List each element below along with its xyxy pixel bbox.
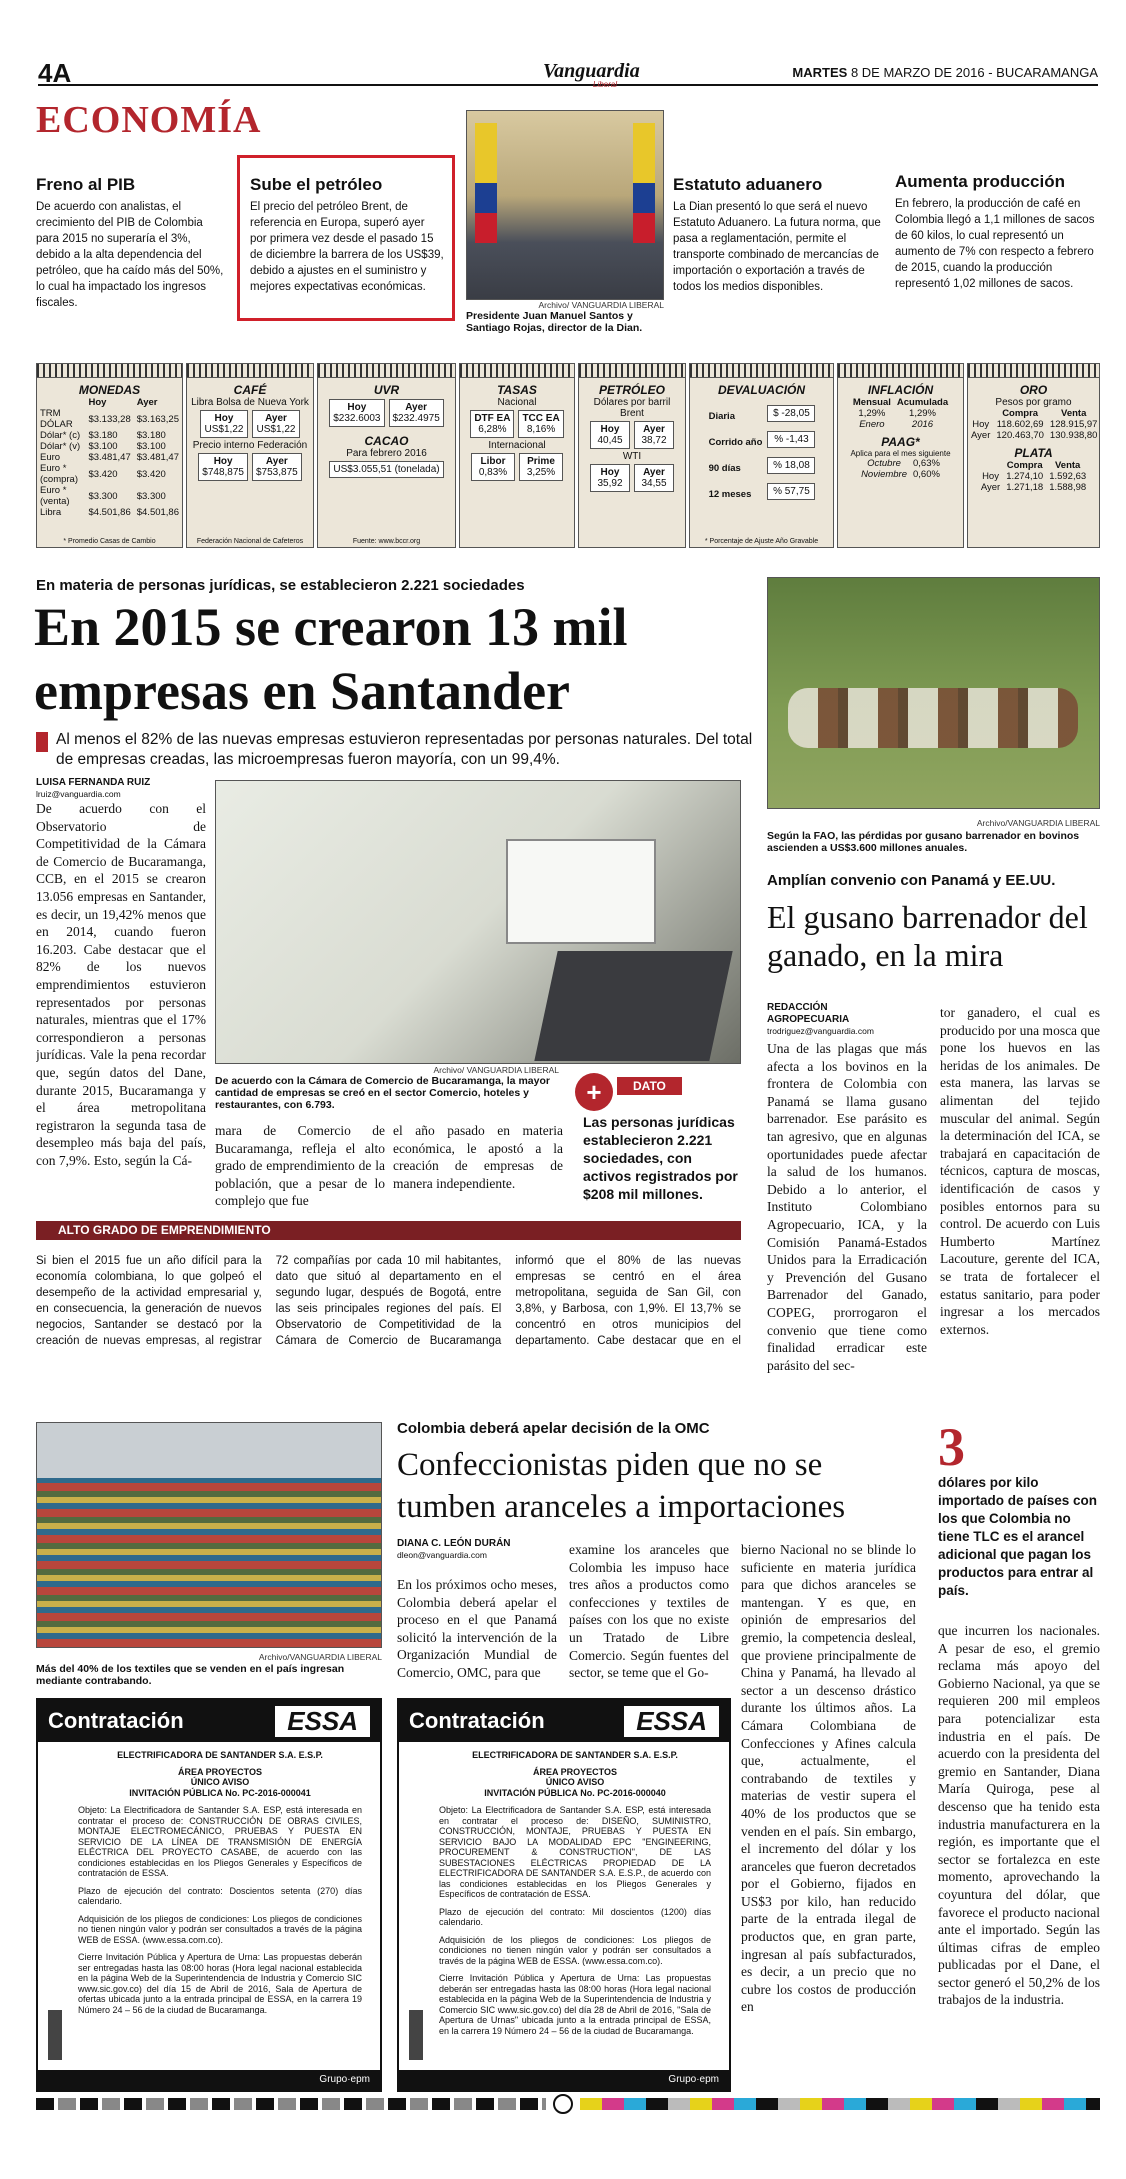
gusano-col1: Una de las plagas que más afecta a los bovinos en la frontera de Colombia con Panamá se llama gusano barrenador. Ese parásito es tan agresivo, que en algunas oportunidades puede afectar la salud de los humanos. Debido a lo anterior, el Instituto Colombiano Agropecuario, ICA, y la Comisión Panamá-Estados Unidos para la Erradicación y Prevención del Gusano Barrenador del Ganado, COPEG, prorrogaron el convenio que tiene como finalidad erradicar este parásito del sec- — [767, 1041, 927, 1373]
port-photo-caption: Más del 40% de los textiles que se venden en el país ingresan mediante contrabando. — [36, 1663, 345, 1687]
masthead-sub: Liberal — [593, 80, 618, 89]
subhead-bar: ALTO GRADO DE EMPRENDIMIENTO — [36, 1221, 741, 1240]
dian-photo-caption: Presidente Juan Manuel Santos y Santiago Rojas, director de la Dian. — [466, 310, 643, 334]
brief-body: En febrero, la producción de café en Colombia llegó a 1,1 millones de sacos de 60 kilos, lo cual representó un aumento de 7% con respecto a febrero de 2015, cuando la producción representó 1,02 millones de sacos. — [895, 198, 1095, 290]
page-number: 4A — [38, 58, 72, 88]
indicator-inflacion: INFLACIÓN Mensual Acumulada 1,29% 1,29% Enero 2016 PAAG* Aplica para el mes siguiente Octubre 0,63% Noviembre 0,60% — [837, 363, 964, 548]
brief-title: Aumenta producción — [895, 172, 1066, 191]
gusano-headline: El gusano barrenador del ganado, en la mira — [767, 899, 1088, 973]
indicator-cafe: CAFÉ Libra Bolsa de Nueva York Hoy US$1,22Ayer US$1,22 Precio interno Federación Hoy $748,875Ayer $753,875 Federación Nacional de Cafeteros — [186, 363, 314, 548]
brief-title: Freno al PIB — [36, 175, 136, 194]
brief-4 — [895, 172, 1100, 292]
main-col3: el año pasado en materia económica, le apostó a la creación de empresas de manera independiente. — [393, 1123, 563, 1191]
main-col2: mara de Comercio de Bucaramanga, refleja el alto grado de emprendimiento de la población, que a pesar de lo complejo que fue — [215, 1123, 385, 1209]
confe-col3: bierno Nacional no se blinde lo suficiente en materia jurídica para que dichos aranceles se mantengan. Y es que, en opinión de empresarios del gremio, la competencia desleal, que proviene principalmente de China y Panamá, ha llevado al sector a un descenso drástico durante los últimos años. La Cámara Colombiana de Confecciones y Afines calcula que, actualmente, el contrabando de textiles y materias de vestir supera el 40% de los productos que se venden en el país. Sin embargo, el incremento del dólar y los aranceles que fueron decretados por el Gobierno, fijados en US$3 por kilo, han reducido parte de la entrada ilegal de productos que, en gran parte, ingresan al país subfacturados, es decir, a un precio que no cubre los costos de producción en — [741, 1542, 916, 2015]
dian-photo — [466, 110, 664, 300]
gusano-col2: tor ganadero, el cual es producido por una mosca que pone los huevos en las heridas de los animales. De esta manera, las larvas se alimentan del tejido muscular del animal. Según la determinación del ICA, se trabajará en capacitación de técnicos, captura de moscas, identificación de casos y posibles entornos para su control. De acuerdo con Luis Humberto Martínez Lacouture, gerente del ICA, se trata de fortalecer el estatus sanitario, para poder ingresar a los mercados externos. — [940, 1005, 1100, 1337]
gusano-kicker: Amplían convenio con Panamá y EE.UU. — [767, 872, 1056, 889]
fact-number: 3 — [938, 1417, 965, 1477]
indicator-oro: ORO Pesos por gramo Compra Venta Hoy 118.602,69 128.915,97 Ayer 120.463,70 130.938,80 PLATA Compra Venta Hoy 1.274,10 1.592,63 Ayer 1.271,18 1.588,98 — [967, 363, 1100, 548]
brief-title: Sube el petróleo — [250, 175, 383, 194]
masthead: Vanguardia — [543, 60, 640, 82]
header-date: MARTES 8 DE MARZO DE 2016 - BUCARAMANGA — [792, 65, 1098, 80]
flag-right — [633, 123, 655, 243]
dian-photo-credit: Archivo/ VANGUARDIA LIBERAL — [538, 300, 664, 310]
brief-1 — [36, 175, 224, 311]
port-photo — [36, 1422, 382, 1648]
brief-2-highlight — [237, 155, 455, 321]
side-logo — [48, 2010, 62, 2060]
section-title: ECONOMÍA — [36, 99, 262, 141]
essa-ad-2: Contratación ESSA ELECTRIFICADORA DE SANTANDER S.A. E.S.P. ÁREA PROYECTOS ÚNICO AVISO INVITACIÓN PÚBLICA No. PC-2016-000040 Objeto: La Electrificadora de Santander S.A. ESP, está interesada en contratar el proceso de: DISEÑO, SUMINISTRO, CONSTRUCCIÓN, MONTAJE, PRUEBAS Y PUESTA EN SERVICIO BAJO LA MODALIDAD EPC "ENGINEERING, PROCUREMENT & CONSTRUCTION", DE LAS SUBESTACIONES ELÉCTRICAS PROPIEDAD DE LA ELECTRIFICADORA DE SANTANDER S.A. E.S.P., de acuerdo con las condiciones establecidas en los Pliegos Generales y Específicos de contratación de ESSA. Plazo de ejecución del contrato: Mil doscientos (1200) días calendario. Adquisición de los pliegos de condiciones: Los pliegos de condiciones no tienen ningún valor y podrán ser consultados a través de la página WEB de ESSA. (www.essa.com.co). Cierre Invitación Pública y Apertura de Urna: Las propuestas deberán ser entregadas hasta las 08:00 horas (Hora legal nacional establecida en la página Web de la Superintendencia de Industria y Comercio SIC www.sic.gov.co) del día 28 de Abril de 2016, "Sala de Apertura de Urnas" ubicada junto a la entrada principal de ESSA, en la carrera 19 Número 24 – 56 de la ciudad de Bucaramanga. Grupo·epm — [397, 1698, 731, 2092]
confe-headline: Confeccionistas piden que no se tumben aranceles a importaciones — [397, 1447, 846, 1525]
brief-3 — [673, 175, 883, 295]
brief-body: De acuerdo con analistas, el crecimiento del PIB de Colombia para 2015 no superaría el 3%, debido a la alta dependencia del petróleo, que ha caído más del 50%, lo cual ha impactado los ingresos fiscales. — [36, 201, 224, 309]
dato-text: Las personas jurídicas establecieron 2.221 sociedades, con activos registrados por $208 mil millones. — [583, 1114, 738, 1202]
indicator-devaluacion: DEVALUACIÓN Diaria $ -28,05 Corrido año % -1,43 90 días % 18,08 12 meses % 57,75 * Porcentaje de Ajuste Año Gravable — [689, 363, 834, 548]
whiteboard — [506, 839, 656, 944]
main-kicker: En materia de personas jurídicas, se establecieron 2.221 sociedades — [36, 577, 525, 594]
flag-left — [475, 123, 497, 243]
page-header — [38, 58, 1098, 89]
side-logo — [409, 2010, 423, 2060]
confe-col4: que incurren los nacionales. A pesar de eso, el gremio reclama más apoyo del Gobierno Nacional, ya que se requieren 200 mil empleos para potencializar esta industria en el país. De acuerdo con la presidenta del gremio en Santander, Diana María Quiroga, pese al descenso que ha tenido esta industria manufacturera en la región, es importante que el sector se fortalezca en este momento, aprovechando la coyuntura del dólar, que favorece el producto nacional ante el importado. Según las últimas cifras de empleo publicadas por el Dane, el sector generó el 50,2% de los trabajos de la industria. — [938, 1623, 1100, 2008]
confe-col2: examine los aranceles que Colombia les impuso hace tres años a productos como confecciones y textiles de países con los que no existe un Tratado de Libre Comercio. Según fuentes del sector, se teme que el Go- — [569, 1542, 729, 1681]
main-deck: Al menos el 82% de las nuevas empresas estuvieron representadas por personas naturales. Del total de empresas creadas, las microempresas fueron mayoría, con un 99,4%. — [36, 730, 756, 770]
gusano-byline: REDACCIÓN AGROPECUARIA — [767, 1002, 850, 1025]
essa-logo: ESSA — [275, 1706, 370, 1737]
dato-icon: + — [575, 1073, 613, 1111]
port-photo-credit: Archivo/VANGUARDIA LIBERAL — [258, 1652, 382, 1662]
main-bottom-text: Si bien el 2015 fue un año difícil para la economía colombiana, lo que golpeó el desempeño de la actividad empresarial y, en consecuencia, la generación de nuevos negocios, Santander se destacó por la creación de nuevas empresas, al registrar 72 compañías por cada 10 mil habitantes, dato que situó al departamento en el segundo lugar, después de Bogotá, entre las seis principales regiones del país. El Observatorio de Competitividad de la Cámara de Comercio de Bucaramanga informó que el 80% de las nuevas empresas se centró en el área metropolitana, seguida de San Gil, con 3,8%, y Barbosa, con 1,9%. El 13,7% se concentró en otros municipios del departamento. Cabe destacar que en el — [36, 1255, 741, 1347]
brief-body: El precio del petróleo Brent, de referencia en Europa, superó ayer por primera vez desde el pasado 15 de diciembre la barrera de los US$39, debido a ajustes en el suministro y mejores expectativas económicas. — [250, 201, 444, 293]
main-byline: LUISA FERNANDA RUIZ — [36, 777, 151, 788]
indicator-petroleo: PETRÓLEO Dólares por barril Brent Hoy 40,45Ayer 38,72 WTI Hoy 35,92Ayer 34,55 — [578, 363, 686, 548]
brief-body: La Dian presentó lo que será el nuevo Estatuto Aduanero. La futura norma, que pasa a reglamentación, permite el transporte combinado de mercancías de importación o exportación a través de todos los medios disponibles. — [673, 201, 881, 293]
fact-box — [938, 1417, 1100, 1600]
registration-mark — [553, 2094, 573, 2114]
indicator-tasas: TASAS Nacional DTF EA 6,28%TCC EA 8,16% Internacional Libor 0,83%Prime 3,25% — [459, 363, 575, 548]
office-photo-caption: De acuerdo con la Cámara de Comercio de Bucaramanga, la mayor cantidad de empresas se creó en el sector Comercio, hoteles y restaurantes, con 6.793. — [215, 1075, 550, 1111]
main-headline: En 2015 se crearon 13 mil empresas en Santander — [34, 597, 628, 721]
cattle-photo-credit: Archivo/VANGUARDIA LIBERAL — [976, 818, 1100, 828]
essa-ad-1: Contratación ESSA ELECTRIFICADORA DE SANTANDER S.A. E.S.P. ÁREA PROYECTOS ÚNICO AVISO INVITACIÓN PÚBLICA No. PC-2016-000041 Objeto: La Electrificadora de Santander S.A. ESP, está interesada en contratar el proceso de: CONSTRUCCIÓN DE OBRAS CIVILES, MONTAJE ELECTROMECÁNICO, PRUEBAS Y PUESTA EN SERVICIO DE LA LÍNEA DE TRANSMISIÓN DE ENERGÍA ELÉCTRICA DEL PROYECTO CASABE, de acuerdo con las condiciones establecidas en los Pliegos Generales y Específicos de contratación de ESSA. Plazo de ejecución del contrato: Doscientos setenta (270) días calendario. Adquisición de los pliegos de condiciones: Los pliegos de condiciones no tienen ningún valor y podrán ser consultados a través de la página WEB de ESSA. (www.essa.com.co). Cierre Invitación Pública y Apertura de Urna: Las propuestas deberán ser entregadas hasta las 08:00 horas (Hora legal nacional establecida en la página Web de la Superintendencia de Industria y Comercio SIC www.sic.gov.co) del día 15 de Abril de 2016, Sala de Apertura de ofertas ubicada junto a la entrada principal de ESSA, en la carrera 19 Número 24 – 56 de la ciudad de Bucaramanga. Grupo·epm — [36, 1698, 382, 2092]
cattle-photo — [767, 577, 1100, 809]
laptop — [534, 951, 732, 1061]
port-sky — [37, 1423, 381, 1478]
brief-title: Estatuto aduanero — [673, 175, 823, 194]
cattle-herd — [788, 688, 1078, 748]
registration-strip-right — [580, 2098, 1100, 2110]
dato-box — [573, 1073, 743, 1203]
confe-kicker: Colombia deberá apelar decisión de la OMC — [397, 1420, 710, 1437]
indicator-monedas: MONEDAS Hoy Ayer TRM DÓLAR $3.133,28 $3.163,25 Dólar* (c) $3.180 $3.180 Dólar* (v) $3.100 $3.100 Euro $3.481,47 $3.481,47 Euro *(compra) $3.420 $3.420 Euro *(venta) $3.300 $3.300 Libra $4.501,86 $4.501,86 * Promedio Casas de Cambio — [36, 363, 183, 548]
indicator-uvr: UVR Hoy $232.6003Ayer $232.4975 CACAO Para febrero 2016 US$3.055,51 (tonelada) Fuente: www.bccr.org — [317, 363, 456, 548]
main-col1: De acuerdo con el Observatorio de Competitividad de la Cámara de Comercio de Bucaramanga, CCB, en el 2015 se crearon 13.056 empresas en Santander, es decir, un 19,42% menos que en 2014, cuando fueron 16.203. Cabe destacar que el 82% de los nuevos emprendimientos estuvieron representados por personas naturales, mientras que el 17% correspondieron a personas jurídicas. Vale la pena recordar que, según datos del Dane, durante 2015, Bucaramanga y el área metropolitana registraron la segunda tasa de desempleo más baja del país, con 7,9%. Esto, según la Cá- — [36, 801, 206, 1168]
dato-label: DATO — [617, 1077, 682, 1095]
office-photo-credit: Archivo/ VANGUARDIA LIBERAL — [433, 1065, 559, 1075]
confe-email: dleon@vanguardia.com — [397, 1550, 487, 1560]
confe-col1: En los próximos ocho meses, Colombia deberá apelar el proceso en el que Panamá solicitó la intervención de la Organización Mundial de Comercio, OMC, para que — [397, 1577, 557, 1680]
cattle-photo-caption: Según la FAO, las pérdidas por gusano barrenador en bovinos ascienden a US$3.600 millones anuales. — [767, 830, 1080, 854]
office-photo — [215, 780, 741, 1064]
registration-strip-left — [36, 2098, 546, 2110]
gusano-email: trodriguez@vanguardia.com — [767, 1026, 874, 1036]
confe-byline: DIANA C. LEÓN DURÁN — [397, 1538, 511, 1549]
main-email: lruiz@vanguardia.com — [36, 789, 121, 799]
essa-logo: ESSA — [624, 1706, 719, 1737]
fact-text: dólares por kilo importado de países con los que Colombia no tiene TLC es el arancel adicional que pagan los productos para entrar al país. — [938, 1475, 1098, 1598]
deck-marker — [36, 732, 48, 752]
